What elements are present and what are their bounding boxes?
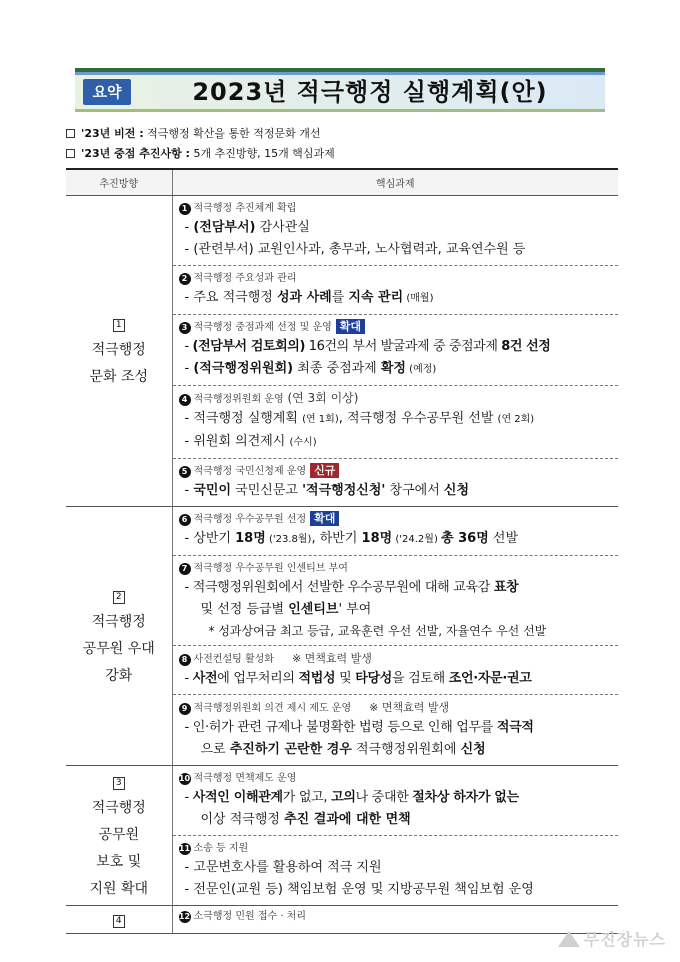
task-number-icon: 11 <box>178 843 191 853</box>
table-header-row <box>66 169 618 195</box>
immunity-note: ※ 면책효력 발생 <box>291 651 372 665</box>
direction-line: 공무원 <box>98 826 140 843</box>
task-title: 사전컨설팅 활성화 <box>193 653 274 665</box>
task-text-small: (연 2회) <box>497 413 535 425</box>
direction-line: 지원 확대 <box>89 880 149 897</box>
task-title: 적극행정 주요성과 관리 <box>193 272 297 284</box>
direction-line: 문화 조성 <box>89 369 149 385</box>
task-text-bold: 18명 <box>361 530 393 546</box>
section-number: 1 <box>113 319 125 332</box>
task-text-small: (수시) <box>289 436 317 448</box>
vision-line <box>66 126 321 142</box>
task-text: - 인·허가 관련 규제나 불명확한 법령 등으로 인해 업무를 <box>184 719 497 735</box>
task-text: ' 부여 <box>338 601 372 617</box>
task-10 <box>173 766 619 836</box>
task-text: - (관련부서) 교원인사과, 총무과, 노사협력과, 교육연수원 등 <box>184 241 526 257</box>
new-tag: 신규 <box>310 463 339 478</box>
task-text-bold: 사적인 이해관계 <box>192 789 283 805</box>
task-text: 가 없고, <box>282 789 332 805</box>
task-text: 최종 중점과제 <box>293 360 381 376</box>
task-text: 에 업무처리의 <box>217 670 299 686</box>
task-text: - 적극행정위원회에서 선발한 우수공무원에 대해 교육감 <box>184 579 494 595</box>
task-text-bold: 총 36명 <box>441 530 489 546</box>
task-number-icon: 12 <box>178 911 191 921</box>
focus-line <box>66 146 335 162</box>
task-text: 감사관실 <box>255 219 310 235</box>
tasks-cell-2 <box>172 506 618 765</box>
task-text-bold: 성과 사례 <box>276 289 332 305</box>
task-number-icon: 3 <box>179 322 191 334</box>
task-number-icon: 4 <box>179 394 191 406</box>
mountain-logo-icon <box>558 931 580 947</box>
task-6 <box>173 507 619 556</box>
task-text: 16건의 부서 발굴과제 중 중점과제 <box>305 338 502 354</box>
task-number-icon: 5 <box>179 466 191 478</box>
task-text-bold: 적극적 <box>496 719 534 735</box>
vision-text: 적극행정 확산을 통한 적정문화 개선 <box>143 127 321 140</box>
task-text-bold: 추진 결과에 대한 면책 <box>284 811 411 827</box>
expand-tag: 확대 <box>336 319 365 334</box>
task-2 <box>173 266 619 315</box>
direction-cell-1 <box>66 195 172 506</box>
section-number: 2 <box>113 591 125 604</box>
task-title: 소송 등 지원 <box>193 842 249 854</box>
task-4 <box>173 386 619 459</box>
task-text: - 고문변호사를 활용하여 적극 지원 <box>184 859 382 875</box>
task-text-bold: 신청 <box>460 741 486 757</box>
task-text: 으로 <box>200 741 230 757</box>
task-title: 적극행정 중점과제 선정 및 운영 <box>193 321 332 333</box>
task-text-small: (매월) <box>403 292 434 304</box>
direction-line: 공무원 우대 <box>82 640 155 657</box>
task-text: - <box>184 360 194 376</box>
col-header-tasks: 핵심과제 <box>172 169 618 195</box>
task-number-icon: 2 <box>179 273 191 285</box>
task-text-bold: 절차상 하자가 없는 <box>412 789 519 805</box>
section-number: 3 <box>113 777 125 790</box>
task-text: 이상 적극행정 <box>200 811 285 827</box>
task-number-icon: 6 <box>179 514 191 526</box>
task-text-bold: 18명 <box>235 530 266 546</box>
title-band <box>75 68 605 114</box>
task-text: , 하반기 <box>311 530 362 546</box>
task-7 <box>173 556 619 646</box>
task-text-bold: 적법성 <box>298 670 336 686</box>
task-text-bold: 조언·자문·권고 <box>448 670 532 686</box>
section-number: 4 <box>113 915 125 928</box>
task-text-bold: 지속 관리 <box>348 289 404 305</box>
task-text-small: ('24.2월) <box>392 533 442 545</box>
task-text: - <box>184 789 193 805</box>
task-11 <box>173 836 619 905</box>
checkbox-square-icon <box>66 149 75 158</box>
direction-cell-2 <box>66 506 172 765</box>
task-text: 적극행정위원회에 <box>351 741 461 757</box>
task-number-icon: 10 <box>178 773 191 783</box>
task-text-bold: 추진하기 곤란한 경우 <box>229 741 352 757</box>
task-text: - 상반기 <box>184 530 236 546</box>
task-text-bold: (적극행정위원회) <box>193 360 294 376</box>
task-text-bold: 신청 <box>443 482 470 498</box>
task-8 <box>173 646 619 695</box>
direction-cell-4 <box>66 905 172 933</box>
task-text-bold: 8건 선정 <box>501 338 551 354</box>
task-number-icon: 7 <box>179 563 191 575</box>
tasks-cell-3 <box>172 765 618 905</box>
task-title: 적극행정 추진체계 확립 <box>193 202 297 214</box>
task-9 <box>173 695 619 765</box>
focus-label: '23년 중점 추진사항 : <box>81 147 190 160</box>
watermark-text: 무진장뉴스 <box>583 930 666 949</box>
direction-line: 강화 <box>105 667 133 684</box>
table-row <box>66 765 618 905</box>
task-text: 및 <box>335 670 356 686</box>
task-text: - <box>184 219 194 235</box>
task-5 <box>173 459 619 506</box>
task-3 <box>173 315 619 386</box>
task-number-icon: 9 <box>179 703 191 715</box>
tasks-cell-4 <box>172 905 618 933</box>
task-text-small: (연 1회) <box>302 413 339 425</box>
task-text: 나 중대한 <box>355 789 413 805</box>
task-text-bold: 확정 <box>380 360 406 376</box>
task-1 <box>173 196 619 266</box>
task-text: - <box>184 670 193 686</box>
task-title: 적극행정 면책제도 운영 <box>193 772 297 784</box>
task-text-bold: 인센티브 <box>288 601 339 617</box>
task-title: 적극행정 우수공무원 선정 <box>193 513 307 525</box>
col-header-direction: 추진방향 <box>66 169 172 195</box>
direction-line: 보호 및 <box>96 853 142 870</box>
task-title: 소극행정 민원 접수 · 처리 <box>193 910 306 922</box>
direction-line: 적극행정 <box>91 613 146 630</box>
direction-line: 적극행정 <box>91 799 146 816</box>
task-text: 창구에서 <box>385 482 444 498</box>
task-title-extra: (연 3회 이상) <box>283 390 359 405</box>
task-text: 선발 <box>488 530 519 546</box>
task-text-bold: (전담부서) <box>193 219 256 235</box>
task-title: 적극행정 국민신청제 운영 <box>193 465 307 477</box>
summary-badge: 요약 <box>83 79 131 105</box>
task-text: - <box>184 482 194 498</box>
task-text-bold: 타당성 <box>355 670 392 686</box>
task-text-bold: 국민이 <box>193 482 232 498</box>
table-row <box>66 195 618 506</box>
task-title: 적극행정 우수공무원 인센티브 부여 <box>193 562 348 574</box>
expand-tag: 확대 <box>310 511 339 526</box>
task-text: - 위원회 의견제시 <box>184 433 290 449</box>
task-text: 를 <box>331 289 349 305</box>
plan-table <box>66 168 618 934</box>
checkbox-square-icon <box>66 129 75 138</box>
task-text-bold: 표창 <box>493 579 519 595</box>
page-title: 2023년 적극행정 실행계획(안) <box>192 78 548 106</box>
task-title: 적극행정위원회 의견 제시 제도 운영 <box>193 702 352 714</box>
task-subnote: * 성과상여금 최고 등급, 교육훈련 우선 선발, 자율연수 우선 선발 <box>208 623 547 638</box>
task-text: 및 선정 등급별 <box>200 601 289 617</box>
task-text-small: ('23.8월) <box>265 533 312 545</box>
direction-line: 적극행정 <box>91 342 146 358</box>
task-text: 을 검토해 <box>391 670 449 686</box>
watermark <box>558 927 666 950</box>
table-row <box>66 506 618 765</box>
task-text: - 주요 적극행정 <box>184 289 277 305</box>
task-text-bold: '적극행정신청' <box>302 482 386 498</box>
vision-label: '23년 비전 : <box>81 127 144 140</box>
task-number-icon: 8 <box>179 654 191 666</box>
focus-text: 5개 추진방향, 15개 핵심과제 <box>189 147 335 160</box>
task-text: - 전문인(교원 등) 책임보험 운영 및 지방공무원 책임보험 운영 <box>184 881 534 897</box>
task-text-small: (예정) <box>406 363 437 375</box>
task-text: , 적극행정 우수공무원 선발 <box>338 410 498 426</box>
task-text-bold: 사전 <box>192 670 218 686</box>
table-row <box>66 905 618 933</box>
task-text: - <box>184 338 193 354</box>
task-12 <box>173 906 619 927</box>
tasks-cell-1 <box>172 195 618 506</box>
task-number-icon: 1 <box>179 203 191 215</box>
task-text: 국민신문고 <box>231 482 303 498</box>
task-text-bold: 고의 <box>331 789 356 805</box>
task-text-bold: (전담부서 검토회의) <box>192 338 306 354</box>
direction-cell-3 <box>66 765 172 905</box>
task-title: 적극행정위원회 운영 <box>193 393 284 405</box>
task-text: - 적극행정 실행계획 <box>184 410 303 426</box>
immunity-note: ※ 면책효력 발생 <box>369 700 450 714</box>
